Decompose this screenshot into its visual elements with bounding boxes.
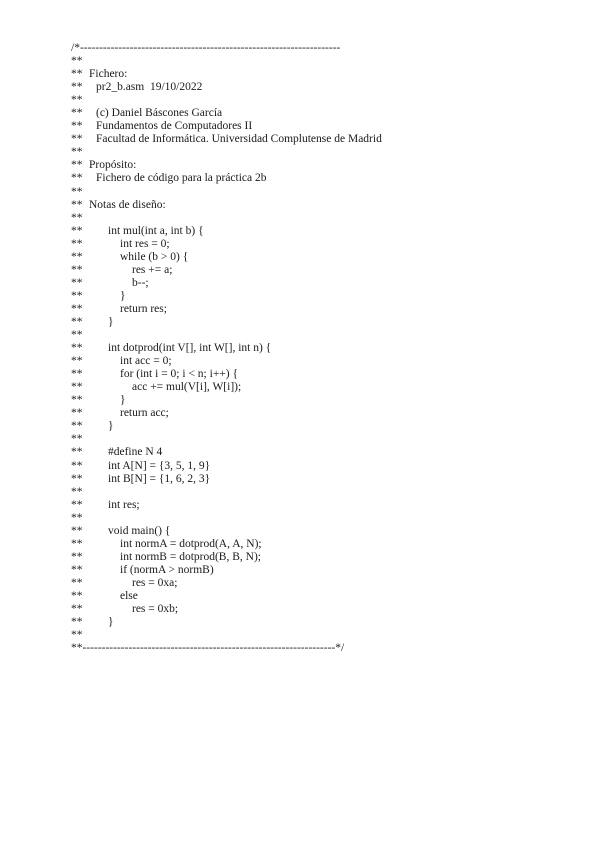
code-line-text: Facultad de Informática. Universidad Complutense de Madrid (96, 133, 382, 146)
code-line (71, 42, 341, 55)
code-line-text: } (108, 616, 114, 629)
code-line-text: res = 0xa; (132, 576, 178, 589)
code-line-text: res = 0xb; (132, 603, 179, 616)
comment-prefix: ** (71, 589, 83, 602)
source-code-listing (71, 42, 382, 655)
code-line (71, 250, 189, 264)
code-line (71, 603, 179, 616)
code-line (71, 486, 89, 499)
code-line-text: Propósito: (89, 159, 137, 172)
comment-prefix: ** (71, 120, 83, 133)
comment-prefix: ** (71, 133, 83, 146)
code-line (71, 629, 89, 642)
code-line-text: return acc; (120, 407, 169, 420)
code-line-text: int mul(int a, int b) { (108, 224, 204, 237)
code-line-text: int acc = 0; (120, 355, 172, 368)
code-line (71, 563, 214, 577)
comment-prefix: ** (71, 472, 83, 485)
code-line (71, 172, 267, 185)
code-line (71, 146, 89, 159)
code-line (71, 537, 262, 551)
comment-prefix: ** (71, 420, 83, 433)
code-line (71, 302, 167, 316)
code-line-text: (c) Daniel Báscones García (96, 107, 223, 120)
comment-prefix: ** (71, 550, 83, 563)
code-line (71, 394, 126, 407)
code-line (71, 133, 382, 146)
code-line (71, 81, 203, 94)
comment-prefix: ** (71, 576, 83, 589)
code-line (71, 342, 272, 355)
code-line-text: } (108, 315, 114, 328)
comment-prefix: ** (71, 211, 83, 224)
code-line-text: return res; (120, 302, 167, 315)
comment-prefix: ** (71, 394, 83, 407)
code-line-text: for (int i = 0; i < n; i++) { (120, 368, 239, 381)
comment-prefix: ** (71, 459, 83, 472)
code-line-text: int normA = dotprod(A, A, N); (120, 537, 262, 550)
code-line (71, 329, 89, 342)
code-line (71, 55, 89, 68)
code-line (71, 237, 170, 251)
code-line-text: acc += mul(V[i], W[i]); (132, 381, 242, 394)
comment-prefix: ** (71, 159, 83, 172)
code-line-text: } (108, 420, 114, 433)
code-line-text: } (120, 394, 126, 407)
comment-prefix: ** (71, 407, 83, 420)
comment-prefix: ** (71, 355, 83, 368)
code-line-text: #define N 4 (108, 446, 163, 459)
code-line-text: int res = 0; (120, 237, 170, 250)
code-line (71, 94, 89, 107)
code-line-text: Fichero de código para la práctica 2b (96, 172, 267, 185)
code-line (71, 107, 223, 120)
comment-prefix: ** (71, 302, 83, 315)
code-line (71, 498, 140, 512)
comment-prefix: ** (71, 329, 83, 342)
code-line-text: int dotprod(int V[], int W[], int n) { (108, 342, 272, 355)
comment-prefix: ** (71, 368, 83, 381)
code-line (71, 512, 89, 525)
comment-prefix: ** (71, 446, 83, 459)
code-line-text: void main() { (108, 524, 171, 537)
code-line (71, 472, 211, 486)
comment-prefix: ** (71, 342, 83, 355)
code-line (71, 159, 137, 172)
code-line (71, 589, 138, 603)
comment-prefix: ** (71, 250, 83, 263)
comment-prefix: ** (71, 315, 83, 328)
comment-prefix: ** (71, 289, 83, 302)
comment-prefix: ** (71, 537, 83, 550)
comment-prefix: ** (71, 524, 83, 537)
comment-prefix: ** (71, 381, 83, 394)
comment-prefix: ** (71, 55, 83, 68)
comment-prefix: ** (71, 68, 83, 81)
code-line (71, 186, 89, 199)
code-line (71, 433, 89, 446)
comment-prefix: ** (71, 616, 83, 629)
code-line (71, 355, 172, 368)
comment-prefix: ** (71, 224, 83, 237)
code-line (71, 381, 242, 394)
code-line-text: } (120, 289, 126, 302)
code-line (71, 407, 169, 420)
code-line-text: pr2_b.asm 19/10/2022 (96, 81, 203, 94)
comment-prefix: ** (71, 498, 83, 511)
code-line (71, 420, 114, 433)
comment-prefix: ** (71, 563, 83, 576)
code-line-text: while (b > 0) { (120, 250, 189, 263)
code-line-text: Fichero: (89, 68, 128, 81)
code-line-text: Fundamentos de Computadores II (96, 120, 253, 133)
code-line (71, 276, 149, 290)
code-line (71, 446, 163, 459)
comment-prefix: ** (71, 603, 83, 616)
comment-prefix: ** (71, 198, 83, 211)
code-line (71, 212, 89, 225)
comment-prefix: ** (71, 237, 83, 250)
code-line-text: res += a; (132, 263, 173, 276)
code-line-text: else (120, 589, 138, 602)
code-line-text: /*-------------------------------------------------------------------- (71, 42, 341, 54)
comment-prefix: ** (71, 81, 83, 94)
code-line-text: Notas de diseño: (89, 198, 166, 211)
code-line (71, 263, 173, 277)
code-line (71, 550, 261, 564)
code-line-text: int A[N] = {3, 5, 1, 9} (108, 459, 211, 472)
code-line-text: b--; (132, 276, 149, 289)
code-line (71, 368, 239, 381)
comment-prefix: ** (71, 263, 83, 276)
comment-prefix: ** (71, 629, 83, 642)
code-line (71, 68, 128, 81)
code-line-text: int normB = dotprod(B, B, N); (120, 550, 261, 563)
comment-prefix: ** (71, 107, 83, 120)
comment-prefix: ** (71, 172, 83, 185)
comment-prefix: ** (71, 485, 83, 498)
code-line (71, 289, 126, 303)
code-line-text: int res; (108, 498, 140, 511)
comment-prefix: ** (71, 511, 83, 524)
code-line (71, 576, 178, 590)
code-line (71, 642, 345, 655)
code-line (71, 120, 253, 133)
code-line (71, 616, 114, 629)
code-line-text: int B[N] = {1, 6, 2, 3} (108, 472, 211, 485)
code-line (71, 198, 166, 212)
comment-prefix: ** (71, 185, 83, 198)
code-line (71, 315, 114, 329)
code-line (71, 459, 211, 473)
code-line (71, 224, 204, 238)
code-line (71, 524, 171, 538)
code-line-text: **------------------------------------------------------------------*/ (71, 642, 345, 655)
comment-prefix: ** (71, 146, 83, 159)
code-line-text: if (normA > normB) (120, 563, 214, 576)
comment-prefix: ** (71, 276, 83, 289)
comment-prefix: ** (71, 433, 83, 446)
comment-prefix: ** (71, 94, 83, 107)
